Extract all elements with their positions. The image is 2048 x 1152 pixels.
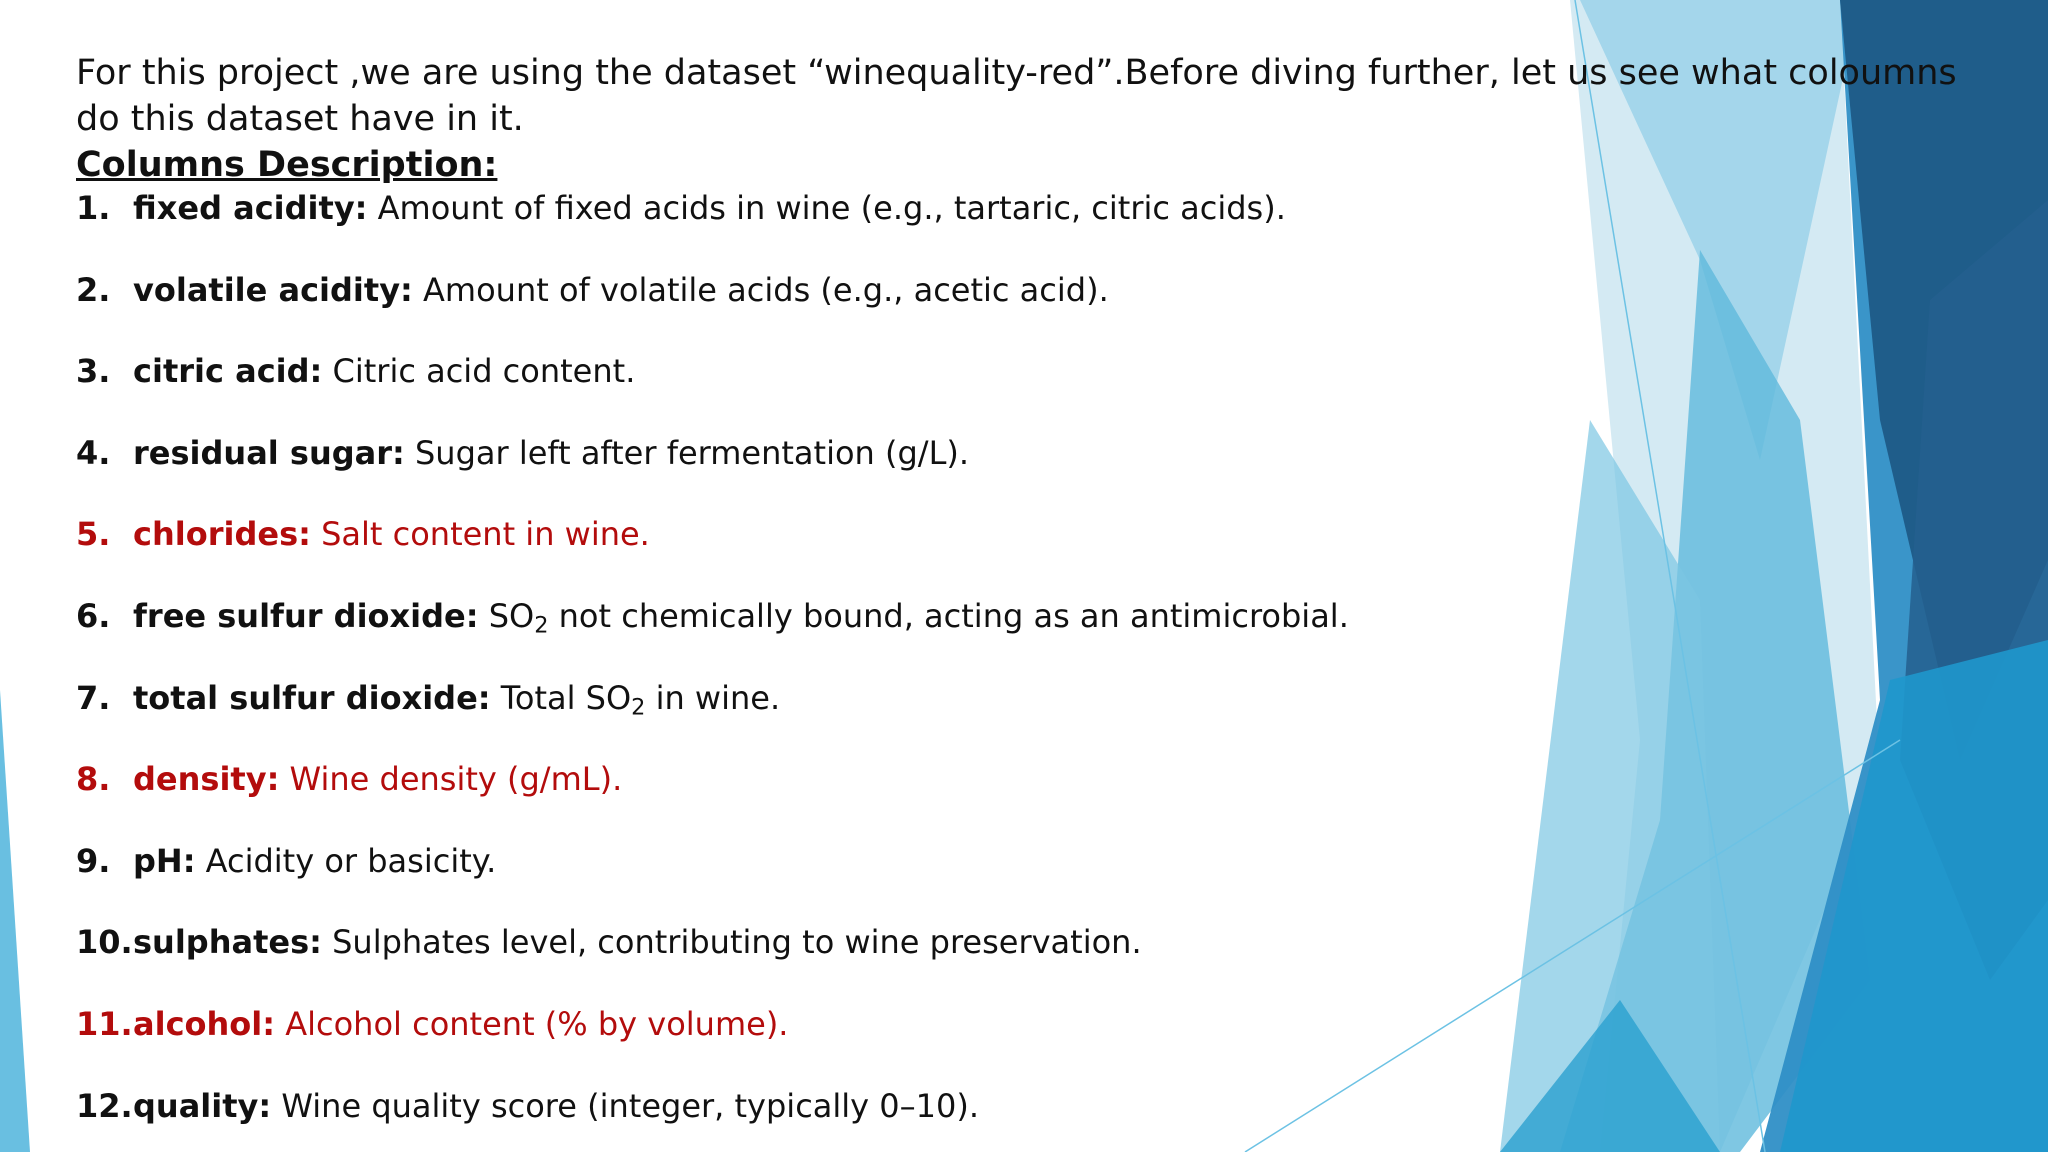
item-number: 5.	[76, 515, 111, 554]
column-item-citric-acid	[76, 351, 1996, 433]
item-number: 7.	[76, 678, 111, 717]
item-description: Sulphates level, contributing to wine preservation.	[321, 923, 1142, 962]
item-description: Alcohol content (% by volume).	[275, 1004, 789, 1043]
item-description: Wine quality score (integer, typically 0–10).	[271, 1086, 980, 1125]
item-description-pre: SO	[478, 596, 535, 635]
item-description: Acidity or basicity.	[195, 841, 497, 880]
item-description: Wine density (g/mL).	[279, 760, 623, 799]
item-description: Salt content in wine.	[310, 515, 650, 554]
column-item-total-sulfur-dioxide	[76, 678, 1996, 760]
column-item-ph	[76, 841, 1996, 923]
item-number: 11.	[76, 1004, 133, 1043]
column-item-alcohol	[76, 1004, 1996, 1086]
item-term: free sulfur dioxide:	[133, 596, 479, 635]
item-term: density:	[133, 760, 280, 799]
item-term: sulphates:	[133, 923, 322, 962]
column-item-density	[76, 759, 1996, 841]
column-item-fixed-acidity	[76, 188, 1996, 270]
item-number: 9.	[76, 841, 111, 880]
item-number: 4.	[76, 433, 111, 472]
intro-paragraph: For this project ,we are using the dataset “winequality-red”.Before diving further, let us see what coloumns do this dataset have in it.	[76, 53, 1957, 139]
subscript: 2	[534, 612, 549, 639]
left-edge-shape	[0, 690, 30, 1152]
columns-list	[76, 188, 1996, 1152]
subscript: 2	[631, 694, 646, 721]
column-item-chlorides	[76, 514, 1996, 596]
column-item-quality	[76, 1086, 1996, 1152]
item-term: alcohol:	[133, 1004, 276, 1043]
item-description: Citric acid content.	[322, 352, 636, 391]
item-description-post: in wine.	[645, 678, 781, 717]
text-content	[76, 50, 1996, 1152]
column-item-sulphates	[76, 922, 1996, 1004]
item-number: 1.	[76, 189, 111, 227]
item-description-post: not chemically bound, acting as an antimicrobial.	[548, 596, 1349, 635]
item-description: Amount of fixed acids in wine (e.g., tartaric, citric acids).	[367, 189, 1286, 227]
item-number: 6.	[76, 596, 111, 635]
item-description: Sugar left after fermentation (g/L).	[404, 433, 970, 472]
item-number: 8.	[76, 760, 111, 799]
item-description: Amount of volatile acids (e.g., acetic acid).	[412, 270, 1109, 309]
item-number: 3.	[76, 352, 111, 391]
item-description-pre: Total SO	[490, 678, 632, 717]
item-term: citric acid:	[133, 352, 323, 391]
item-term: total sulfur dioxide:	[133, 678, 491, 717]
column-item-volatile-acidity	[76, 270, 1996, 352]
item-term: fixed acidity:	[133, 189, 368, 227]
item-term: chlorides:	[133, 515, 311, 554]
columns-heading: Columns Description:	[76, 145, 498, 185]
item-term: quality:	[133, 1086, 272, 1125]
item-term: residual sugar:	[133, 433, 405, 472]
item-number: 12.	[76, 1086, 133, 1125]
column-item-residual-sugar	[76, 433, 1996, 515]
column-item-free-sulfur-dioxide	[76, 596, 1996, 678]
item-term: pH:	[133, 841, 196, 880]
item-number: 2.	[76, 270, 111, 309]
item-number: 10.	[76, 923, 133, 962]
item-term: volatile acidity:	[133, 270, 413, 309]
